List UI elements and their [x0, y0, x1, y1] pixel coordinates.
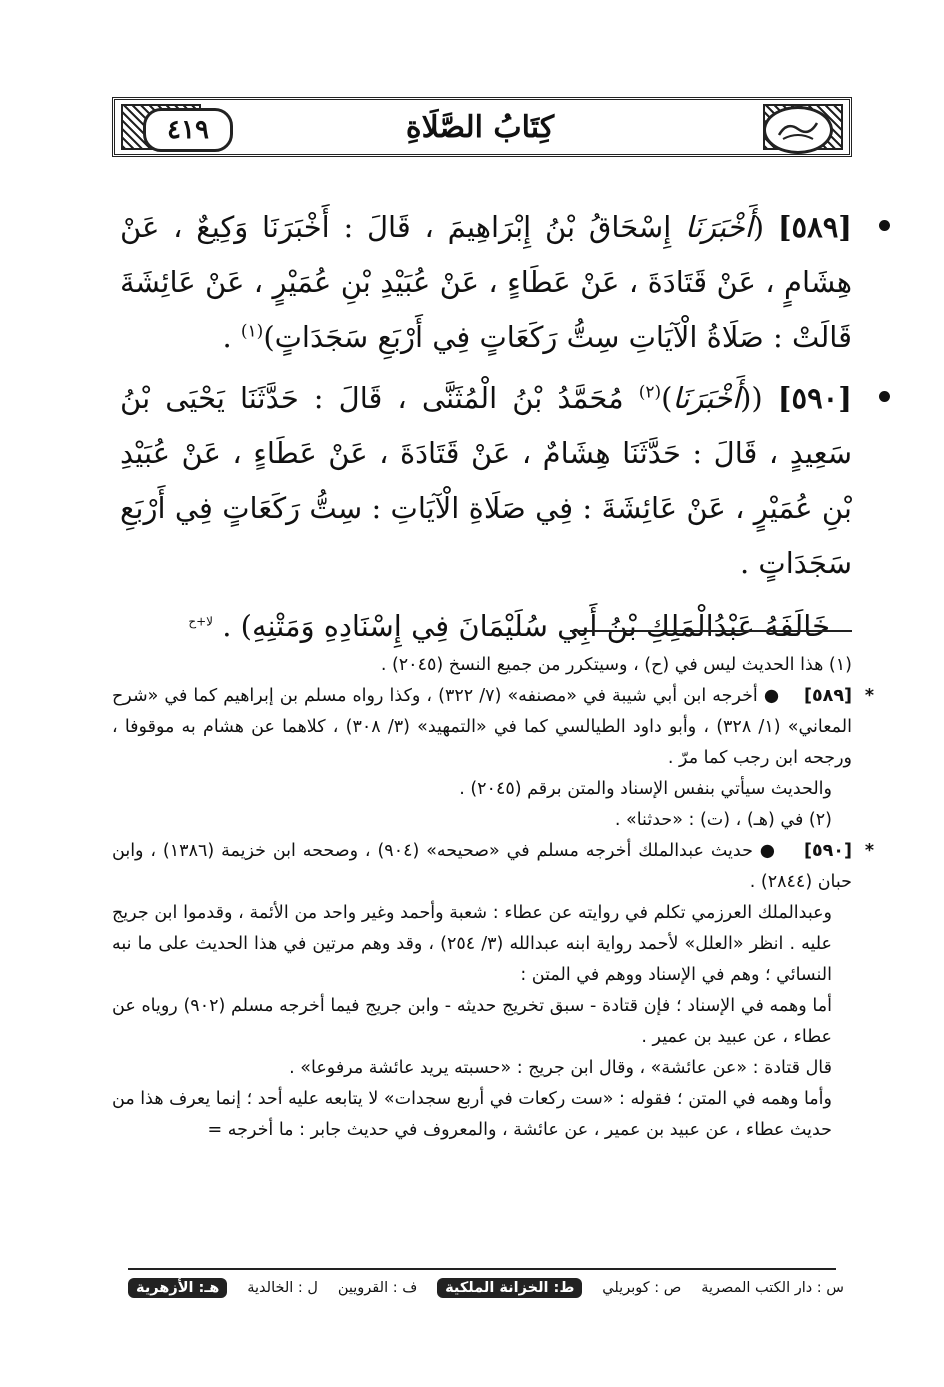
- akhbarana-word: أَخْبَرَنَا: [685, 210, 753, 244]
- hadith-number: [٥٨٩]: [777, 210, 853, 244]
- footnote-mark: (١): [240, 321, 264, 342]
- footer-item-highlight: هـ: الأزهرية: [128, 1278, 227, 1298]
- close-paren: ): [661, 381, 673, 415]
- footer-item: س : دار الكتب المصرية: [701, 1280, 844, 1296]
- bullet-icon: [879, 391, 890, 402]
- note-tag: [٥٩٠]: [803, 841, 852, 861]
- star-icon: *: [864, 686, 874, 706]
- note-text: ● أخرجه ابن أبي شيبة في «مصنفه» (٧/ ٣٢٢) ، وكذا رواه مسلم بن إبراهيم كما في «شرح المعاني» (١/ ٣٢٨) ، وأبو داود الطيالسي كما في «التمهيد» (٣/ ٣٠٨) ، كلاهما عن هشام به موقوفا ، ورجحه ابن رجب كما مرّ .: [112, 686, 852, 768]
- note-text: ● حديث عبدالملك أخرجه مسلم في «صحيحه» (٩٠٤) ، وصححه ابن خزيمة (١٣٨٦) ، وابن حبان (٢٨٤٤) .: [112, 841, 852, 892]
- open-paren: (: [752, 210, 765, 244]
- page-number: ٤١٩: [143, 108, 233, 152]
- book-title: كِتَابُ الصَّلَاةِ: [405, 110, 555, 145]
- footnote-separator: [570, 630, 852, 632]
- hadith-589: [120, 200, 852, 365]
- note-589-cont: والحديث سيأتي بنفس الإسناد والمتن برقم (٢٠٤٥) .: [459, 779, 832, 799]
- hadith-end: .: [222, 320, 241, 354]
- note-tag: [٥٨٩]: [803, 686, 852, 706]
- footnote-2: (٢) في (هـ) ، (ت) : «حدثنا» .: [614, 810, 832, 830]
- note-590: [112, 836, 874, 898]
- footer-rule: [128, 1268, 836, 1270]
- note-paragraph: قال قتادة : «عن عائشة» ، وقال ابن جريج : «حسبته يريد عائشة مرفوعا» .: [289, 1058, 832, 1078]
- footer-item: ص : كوبريلي: [602, 1280, 682, 1296]
- hadith-number: [٥٩٠]: [777, 381, 852, 415]
- footnote-1: (١) هذا الحديث ليس في (ح) ، وسيتكرر من جميع النسخ (٢٠٤٥) .: [380, 655, 852, 675]
- book-logo: [763, 106, 833, 154]
- footer-item: ف : القرويين: [337, 1280, 418, 1296]
- footer-item: ل : الخالدية: [247, 1280, 318, 1296]
- note-paragraph: وعبدالملك العرزمي تكلم في روايته عن عطاء : شعبة وأحمد وغير واحد من الأئمة ، وقدموا ابن جريج عليه . انظر «العلل» لأحمد رواية ابنه عبدالله (٣/ ٢٥٤) ، وقد وهم مرتين في هذا الحديث على ما نبه النسائي ؛ وهم في الإسناد ووهم في المتن :: [112, 903, 832, 985]
- main-text: [120, 200, 852, 654]
- hadith-text: إِسْحَاقُ بْنُ إِبْرَاهِيمَ ، قَالَ : أَخْبَرَنَا وَكِيعٌ ، عَنْ هِشَامٍ ، عَنْ قَتَادَةَ ، عَنْ عَطَاءٍ ، عَنْ عُبَيْدِ بْنِ عُمَيْرٍ ، عَنْ عَائِشَةَ قَالَتْ : صَلَاةُ الْآيَاتِ سِتُّ رَكَعَاتٍ فِي أَرْبَعِ سَجَدَاتٍ): [120, 210, 852, 354]
- footnotes: [112, 650, 874, 1146]
- manuscript-key: [128, 1278, 844, 1298]
- note-589: [112, 681, 874, 774]
- akhbarana-word: أَخْبَرَنَا: [672, 381, 741, 415]
- margin-note: لا+ح: [188, 614, 214, 629]
- open-paren: ((: [740, 381, 763, 415]
- note-paragraph: وأما وهمه في المتن ؛ فقوله : «ست ركعات في أربع سجدات» لا يتابعه عليه أحد ؛ إنما يعرف هذا من حديث عطاء ، عن عبيد بن عمير ، عن عائشة ، والمعروف في حديث جابر : ما أخرجه =: [112, 1089, 832, 1140]
- calligraphy-logo-icon: [775, 117, 821, 143]
- hadith-590: [120, 371, 852, 591]
- footer-item-highlight: ط: الخزانة الملكية: [437, 1278, 582, 1298]
- star-icon: *: [864, 841, 874, 861]
- bullet-icon: [879, 220, 890, 231]
- hadith-text: مُحَمَّدُ بْنُ الْمُثَنَّى ، قَالَ : حَدَّثَنَا يَحْيَى بْنُ سَعِيدٍ ، قَالَ : حَدَّثَنَا هِشَامٌ ، عَنْ قَتَادَةَ ، عَنْ عَطَاءٍ ، عَنْ عُبَيْدِ بْنِ عُمَيْرٍ ، عَنْ عَائِشَةَ : فِي صَلَاةِ الْآيَاتِ : سِتُّ رَكَعَاتٍ فِي أَرْبَعِ سَجَدَاتٍ .: [120, 381, 852, 580]
- hadith-590-closing: [120, 599, 852, 654]
- closing-text: خَالَفَهُ عَبْدُالْمَلِكِ بْنُ أَبِي سُلَيْمَانَ فِي إِسْنَادِهِ وَمَتْنِهِ) .: [222, 609, 830, 643]
- page-header: [112, 97, 852, 157]
- note-paragraph: أما وهمه في الإسناد ؛ فإن قتادة - سبق تخريج حديثه - وابن جريج فيما أخرجه مسلم (٩٠٢) روياه عن عطاء ، عن عبيد بن عمير .: [112, 996, 832, 1047]
- footnote-mark: (٢): [638, 382, 662, 403]
